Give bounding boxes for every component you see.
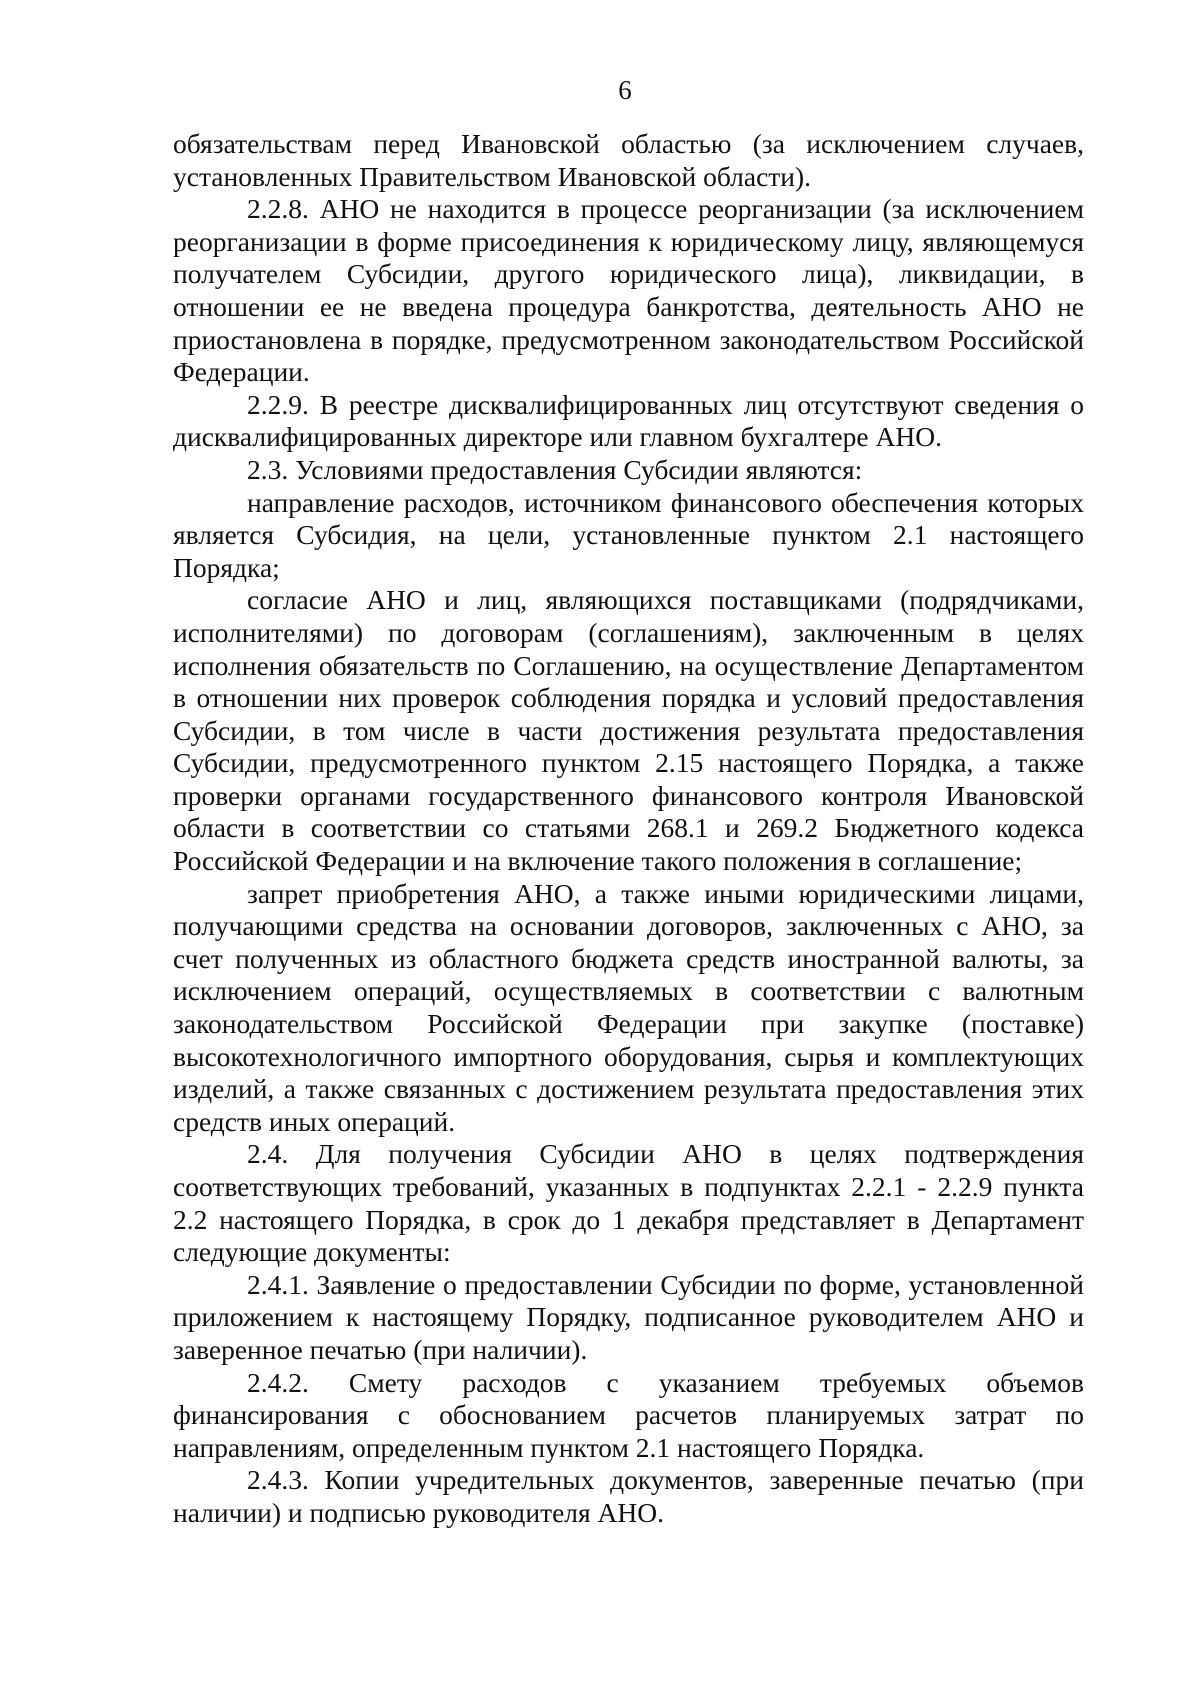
paragraph-2-4-1: 2.4.1. Заявление о предоставлении Субсидии по форме, установленной приложением к настоящему Порядку, подписанное руководителем АНО и заверенное печатью (при наличии). [173,1268,1084,1365]
document-body [173,128,1084,1530]
paragraph-2-3: 2.3. Условиями предоставления Субсидии являются: [247,453,863,485]
paragraph-2-2-8: 2.2.8. АНО не находится в процессе реорганизации (за исключением реорганизации в форме присоединения к юридическому лицу, являющемуся получателем Субсидии, другого юридического лица), ликвидации, в отношении ее не введена процедура банкротства, деятельность АНО не приостановлена в порядке, предусмотренном законодательством Российской Федерации. [173,193,1084,388]
paragraph-2-4: 2.4. Для получения Субсидии АНО в целях подтверждения соответствующих требований, указанных в подпунктах 2.2.1 - 2.2.9 пункта 2.2 настоящего Порядка, в срок до 1 декабря представляет в Департамент следующие документы: [173,1138,1084,1268]
condition-currency-prohibition: запрет приобретения АНО, а также иными юридическими лицами, получающими средства на основании договоров, заключенных с АНО, за счет полученных из областного бюджета средств иностранной валюты, за исключением операций, осуществляемых в соответствии с валютным законодательством Российской Федерации при закупке (поставке) высокотехнологичного импортного оборудования, сырья и комплектующих изделий, а также связанных с достижением результата предоставления этих средств иных операций. [173,877,1084,1137]
condition-expense-direction: направление расходов, источником финансового обеспечения которых является Субсидия, на цели, установленные пунктом 2.1 настоящего Порядка; [173,486,1084,583]
page-number: 6 [618,75,632,105]
paragraph-continuation: обязательствам перед Ивановской областью (за исключением случаев, установленных Правительством Ивановской области). [173,128,1084,192]
paragraph-2-4-3: 2.4.3. Копии учредительных документов, заверенные печатью (при наличии) и подписью руководителя АНО. [173,1464,1084,1528]
paragraph-2-4-2: 2.4.2. Смету расходов с указанием требуемых объемов финансирования с обоснованием расчетов планируемых затрат по направлениям, определенным пунктом 2.1 настоящего Порядка. [173,1366,1084,1463]
condition-consent-inspections: согласие АНО и лиц, являющихся поставщиками (подрядчиками, исполнителями) по договорам (соглашениям), заключенным в целях исполнения обязательств по Соглашению, на осуществление Департаментом в отношении них проверок соблюдения порядка и условий предоставления Субсидии, в том числе в части достижения результата предоставления Субсидии, предусмотренного пунктом 2.15 настоящего Порядка, а также проверки органами государственного финансового контроля Ивановской области в соответствии со статьями 268.1 и 269.2 Бюджетного кодекса Российской Федерации и на включение такого положения в соглашение; [173,584,1084,877]
paragraph-2-2-9: 2.2.9. В реестре дисквалифицированных лиц отсутствуют сведения о дисквалифицированных директоре или главном бухгалтере АНО. [173,388,1084,453]
